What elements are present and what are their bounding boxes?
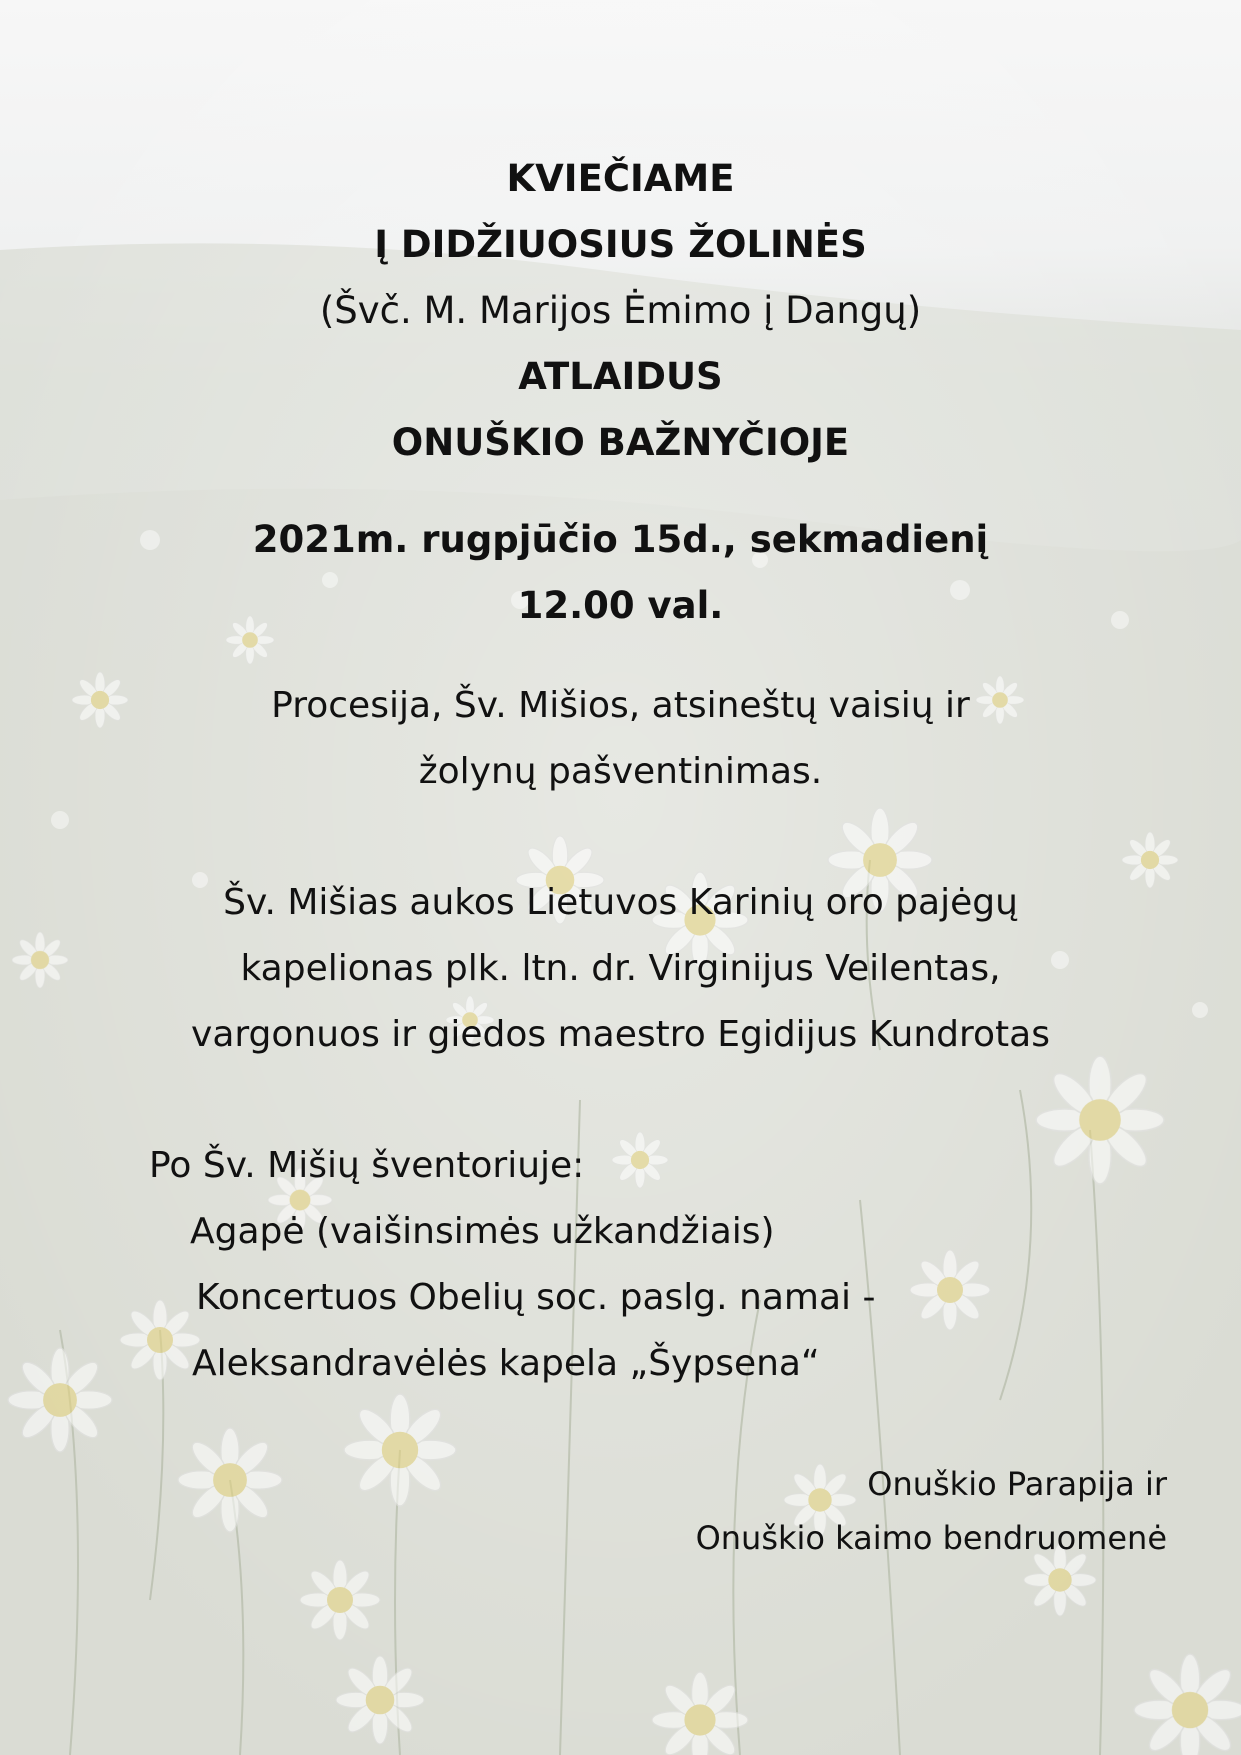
clergy-line-2: kapelionas plk. ltn. dr. Virginijus Veilentas,: [240, 948, 1001, 989]
signature-line-2: Onuškio kaimo bendruomenė: [695, 1519, 1167, 1557]
heading-line-invite: KVIEČIAME: [506, 157, 735, 200]
after-mass-item: Agapė (vaišinsimės užkandžiais): [190, 1211, 775, 1252]
program-line-1: Procesija, Šv. Mišios, atsineštų vaisių ir: [271, 685, 970, 726]
heading-line-indulgence: ATLAIDUS: [518, 355, 723, 398]
after-mass-title: Po Šv. Mišių šventoriuje:: [149, 1145, 585, 1186]
heading-line-feast: Į DIDŽIUOSIUS ŽOLINĖS: [374, 223, 867, 266]
after-mass-item: Aleksandravėlės kapela „Šypsena“: [192, 1343, 820, 1384]
after-mass-item: Koncertuos Obelių soc. paslg. namai -: [196, 1277, 876, 1318]
event-time: 12.00 val.: [517, 584, 724, 627]
heading-line-assumption: (Švč. M. Marijos Ėmimo į Dangų): [319, 289, 922, 332]
clergy-line-3: vargonuos ir giedos maestro Egidijus Kundrotas: [191, 1014, 1050, 1055]
program-line-2: žolynų pašventinimas.: [418, 751, 823, 792]
event-date: 2021m. rugpjūčio 15d., sekmadienį: [252, 518, 989, 561]
signature-line-1: Onuškio Parapija ir: [867, 1465, 1167, 1503]
clergy-line-1: Šv. Mišias aukos Lietuvos Karinių oro pajėgų: [223, 882, 1018, 923]
heading-line-church: ONUŠKIO BAŽNYČIOJE: [391, 421, 850, 464]
